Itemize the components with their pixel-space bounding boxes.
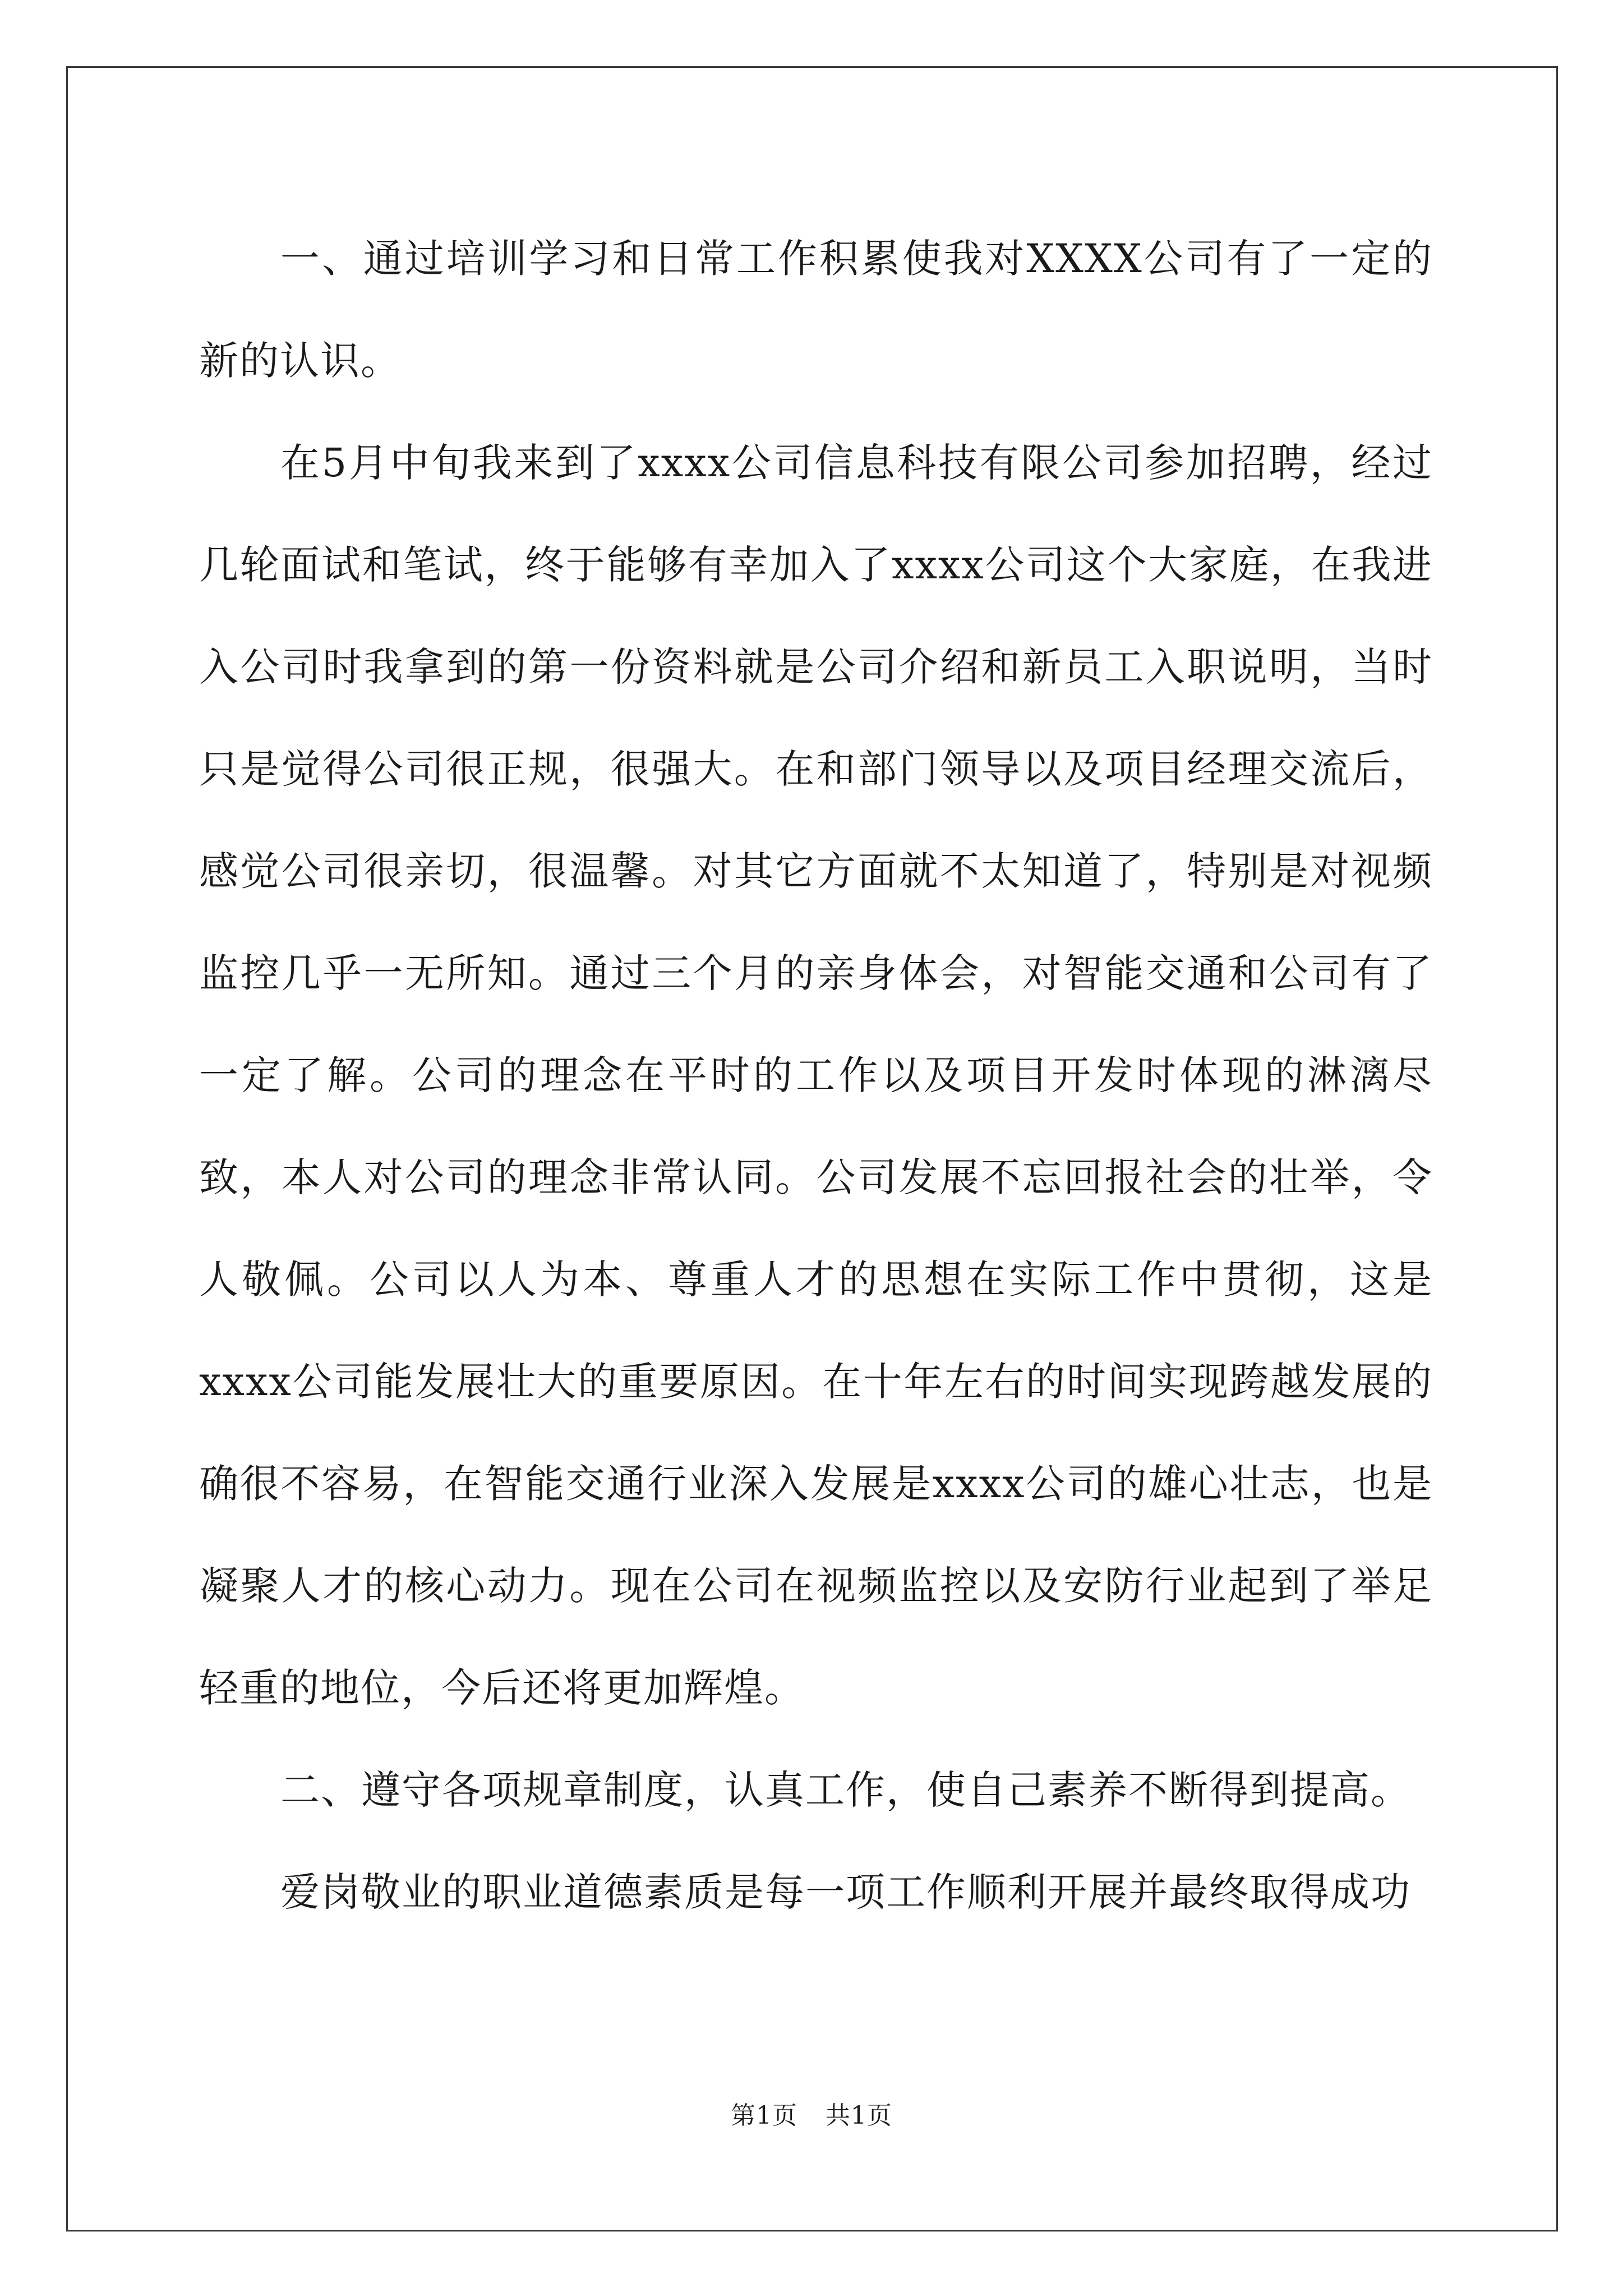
- page-number: 第1页: [731, 2101, 797, 2130]
- document-body: [199, 208, 1433, 1943]
- paragraph-professional-ethics: 爱岗敬业的职业道德素质是每一项工作顺利开展并最终取得成功: [280, 1869, 1411, 1915]
- paragraph-section-one-heading: 一、通过培训学习和日常工作积累使我对XXXX公司有了一定的新的认识。: [199, 236, 1433, 384]
- paragraph-section-two-heading: 二、遵守各项规章制度，认真工作，使自己素养不断得到提高。: [280, 1767, 1411, 1813]
- paragraph-company-intro: 在5月中旬我来到了xxxx公司信息科技有限公司参加招聘，经过几轮面试和笔试，终于能够有幸加入了xxxx公司这个大家庭，在我进入公司时我拿到的第一份资料就是公司介绍和新员工入职说明，当时只是觉得公司很正规，很强大。在和部门领导以及项目经理交流后，感觉公司很亲切，很温馨。对其它方面就不太知道了，特别是对视频监控几乎一无所知。通过三个月的亲身体会，对智能交通和公司有了一定了解。公司的理念在平时的工作以及项目开发时体现的淋漓尽致，本人对公司的理念非常认同。公司发展不忘回报社会的壮举，令人敬佩。公司以人为本、尊重人才的思想在实际工作中贯彻，这是xxxx公司能发展壮大的重要原因。在十年左右的时间实现跨越发展的确很不容易，在智能交通行业深入发展是xxxx公司的雄心壮志，也是凝聚人才的核心动力。现在公司在视频监控以及安防行业起到了举足轻重的地位，今后还将更加辉煌。: [199, 440, 1433, 1711]
- page-total: 共1页: [826, 2101, 892, 2130]
- page-footer: [0, 2095, 1623, 2131]
